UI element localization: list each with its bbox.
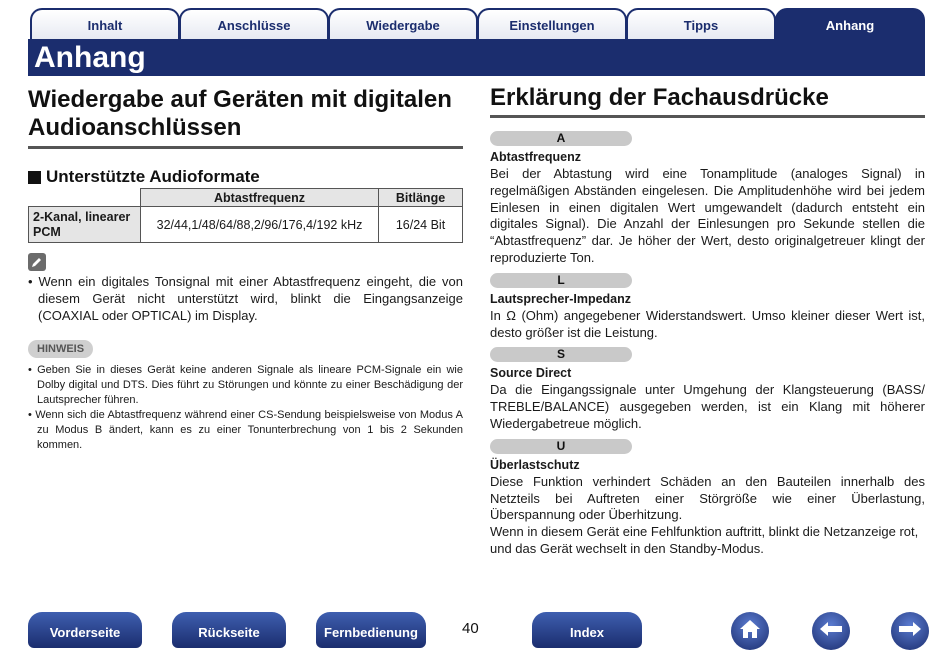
square-bullet-icon: [28, 171, 41, 184]
term-description: Bei der Abtastung wird eine Tonamplitude (analoges Signal) in regelmäßigen Abständen eingelesen. Die Amplitudenhöhe wird bei jedem Einlesen in einen digitalen Wert umgewandelt (dadurch entsteht ein digitales Signal). Die Anzahl der Einlesungen pro Sekunde stellen die “Abtastfrequenz” dar. Je höher der Wert, desto originalgetreuer klingt der reproduzierte Ton.: [490, 166, 925, 265]
letter-divider-l: L: [490, 273, 632, 288]
pencil-icon: [28, 253, 46, 271]
term-description: In Ω (Ohm) angegebener Widerstandswert. Umso kleiner dieser Wert ist, desto größer ist die Leistung.: [490, 307, 925, 340]
section-heading: Wiedergabe auf Geräten mit digitalen Audioanschlüssen: [28, 86, 463, 149]
page-title: Anhang: [28, 39, 925, 76]
term-description: Diese Funktion verhindert Schäden an den Bauteilen innerhalb des Netzteils bei Auftreten einer Störgröße wie einer Überlastung, Überspannung oder Überhitzung.: [490, 473, 925, 523]
col-bits-header: Bitlänge: [379, 189, 463, 207]
glossary-heading: Erklärung der Fachausdrücke: [490, 84, 925, 118]
rear-button[interactable]: Rückseite: [172, 612, 286, 648]
tab-tipps[interactable]: Tipps: [626, 8, 776, 40]
letter-divider-s: S: [490, 347, 632, 362]
right-column: [490, 84, 925, 558]
tab-wiedergabe[interactable]: Wiedergabe: [328, 8, 478, 40]
row-label-cell: 2-Kanal, linearer PCM: [29, 207, 141, 243]
hinweis-badge: HINWEIS: [28, 340, 93, 358]
note-text: • Wenn ein digitales Tonsignal mit einer Abtastfrequenz eingeht, die von diesem Gerät nicht unterstützt wird, blinkt die Eingangsanzeige (COAXIAL oder OPTICAL) im Display.: [28, 274, 463, 323]
left-column: [28, 86, 463, 453]
term-title: Abtastfrequenz: [490, 150, 581, 164]
tab-einstellungen[interactable]: Einstellungen: [477, 8, 627, 40]
bits-value-cell: 16/24 Bit: [379, 207, 463, 243]
arrow-right-icon: [897, 620, 923, 643]
table-corner-cell: [29, 189, 141, 207]
tab-anhang[interactable]: Anhang: [775, 8, 925, 40]
term-title: Überlastschutz: [490, 457, 580, 472]
front-button[interactable]: Vorderseite: [28, 612, 142, 648]
letter-divider-u: U: [490, 439, 632, 454]
hinweis-item: • Wenn sich die Abtastfrequenz während einer CS-Sendung beispielsweise von Modus A zu Modus B ändert, kann es zu einer Tonunterbrechung von 1 bis 2 Sekunden kommen.: [28, 409, 463, 451]
remote-button[interactable]: Fernbedienung: [316, 612, 426, 648]
table-header-row: [29, 189, 463, 207]
term-description: Da die Eingangssignale unter Umgehung der Klangsteuerung (BASS/ TREBLE/BALANCE) ausgegeben werden, ist ein Klang mit höherer Wiedergabetreue möglich.: [490, 382, 925, 431]
tab-bar: [28, 8, 925, 40]
arrow-left-icon: [818, 620, 844, 643]
term-description-extra: Wenn in diesem Gerät eine Fehlfunktion auftritt, blinkt die Netzanzeige rot, und das Gerät wechselt in den Standby-Modus.: [490, 524, 919, 556]
home-button[interactable]: [731, 612, 769, 650]
hinweis-item: • Geben Sie in dieses Gerät keine anderen Signale als lineare PCM-Signale ein wie Dolby digital und DTS. Dies führt zu Störungen und könnte zu einer Beschädigung der Lautsprecher führen.: [28, 364, 463, 406]
subsection-heading: [28, 167, 463, 187]
back-button[interactable]: [812, 612, 850, 650]
audio-format-table: [28, 188, 463, 243]
page-number: 40: [462, 620, 479, 637]
sampling-value-cell: 32/44,1/48/64/88,2/96/176,4/192 kHz: [141, 207, 379, 243]
letter-divider-a: A: [490, 131, 632, 146]
forward-button[interactable]: [891, 612, 929, 650]
index-button[interactable]: Index: [532, 612, 642, 648]
home-icon: [738, 618, 762, 645]
tab-anschluesse[interactable]: Anschlüsse: [179, 8, 329, 40]
table-row: [29, 207, 463, 243]
col-sampling-header: Abtastfrequenz: [141, 189, 379, 207]
subsection-heading-text: Unterstützte Audioformate: [46, 167, 260, 186]
term-title: Lautsprecher-Impedanz: [490, 291, 632, 306]
term-title: Source Direct: [490, 366, 572, 381]
tab-inhalt[interactable]: Inhalt: [30, 8, 180, 40]
